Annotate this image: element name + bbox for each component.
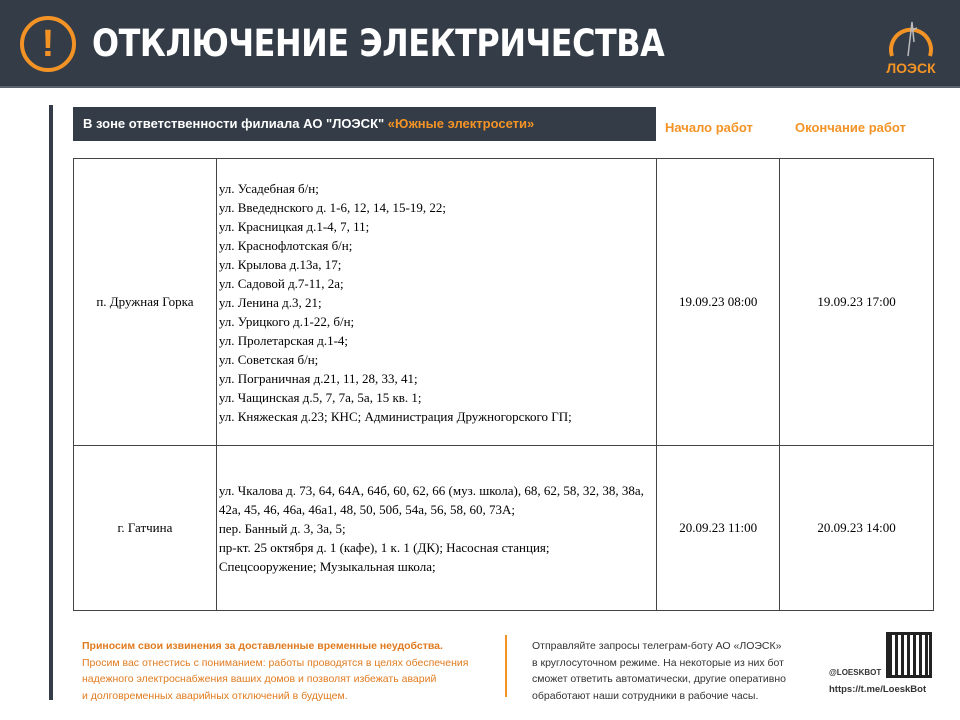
address-line: ул. Чащинская д.5, 7, 7а, 5а, 15 кв. 1; [218,389,422,405]
address-line: ул. Садовой д.7-11, 2а; [218,275,344,291]
address-line: ул. Пролетарская д.1-4; [218,332,349,348]
loesk-logo [886,12,936,76]
bot-line: в круглосуточном режиме. На некоторые из них бот [532,656,784,669]
locality-cell: г. Гатчина [74,446,217,611]
address-line: ул. Пограничная д.21, 11, 28, 33, 41; [218,370,418,386]
bot-handle: @LOESKBOT [829,668,882,677]
start-time-cell: 19.09.23 08:00 [657,159,780,446]
outage-table [73,158,934,611]
start-time-cell: 20.09.23 11:00 [657,446,780,611]
end-time-cell: 20.09.23 14:00 [780,446,934,611]
end-time-cell: 19.09.23 17:00 [780,159,934,446]
address-line: ул. Красницкая д.1-4, 7, 11; [218,218,370,234]
bot-link[interactable]: https://t.me/LoeskBot [829,684,927,695]
address-line: ул. Введеднского д. 1-6, 12, 14, 15-19, 22; [218,199,446,215]
apology-line: и долговременных аварийных отключений в будущем. [82,689,348,702]
address-line: ул. Советская б/н; [218,351,319,367]
bot-info-text [532,638,786,704]
apology-line: надежного электроснабжения ваших домов и позволят избежать аварий [82,673,437,685]
locality-cell: п. Дружная Горка [74,159,217,446]
branch-banner [73,107,656,141]
logo-text: ЛОЭСК [886,60,936,76]
left-accent-bar [49,105,53,700]
address-line: ул. Ленина д.3, 21; [218,294,322,310]
address-line: ул. Крылова д.13а, 17; [218,256,342,272]
address-line: Спецсооружение; Музыкальная школа; [218,558,436,574]
column-header-start: Начало работ [665,120,753,135]
apology-title: Приносим свои извинения за доставленные временные неудобства. [82,640,443,652]
column-header-end: Окончание работ [795,120,906,135]
logo-arc-icon [886,12,936,60]
banner-text: В зоне ответственности филиала АО "ЛОЭСК" [83,116,385,131]
address-line: ул. Княжеская д.23; КНС; Администрация Дружногорского ГП; [218,408,572,424]
apology-text [82,638,468,704]
addresses-cell [216,159,656,446]
warning-icon: ! [20,16,76,72]
address-line: ул. Урицкого д.1-22, б/н; [218,313,355,329]
header [0,0,960,88]
addresses-cell [216,446,656,611]
address-line: ул. Усадебная б/н; [218,180,319,196]
address-line: ул. Чкалова д. 73, 64, 64А, 64б, 60, 62, 66 (муз. школа), 68, 62, 58, 32, 38, 38а, 42а, 45, 46, 46а, 46а1, 48, 50, 50б, 54а, 56, 58, 60, 73А; [218,482,644,517]
qr-code-icon[interactable] [886,632,932,678]
table-row [74,159,934,446]
apology-line: Просим вас отнестись с пониманием: работы проводятся в целях обеспечения [82,656,469,669]
address-line: ул. Краснофлотская б/н; [218,237,353,253]
bot-line: обработают наши сотрудники в рабочие часы. [532,689,759,702]
bot-line: сможет ответить автоматически, другие оперативно [532,673,786,685]
table-row [74,446,934,611]
banner-branch: «Южные электросети» [387,116,535,131]
address-line: пер. Банный д. 3, 3а, 5; [218,520,346,536]
footer-divider [505,635,507,697]
bot-line: Отправляйте запросы телеграм-боту АО «ЛОЭСК» [532,640,782,652]
address-line: пр-кт. 25 октября д. 1 (кафе), 1 к. 1 (ДК); Насосная станция; [218,539,550,555]
page-title: ОТКЛЮЧЕНИЕ ЭЛЕКТРИЧЕСТВА [92,22,665,65]
